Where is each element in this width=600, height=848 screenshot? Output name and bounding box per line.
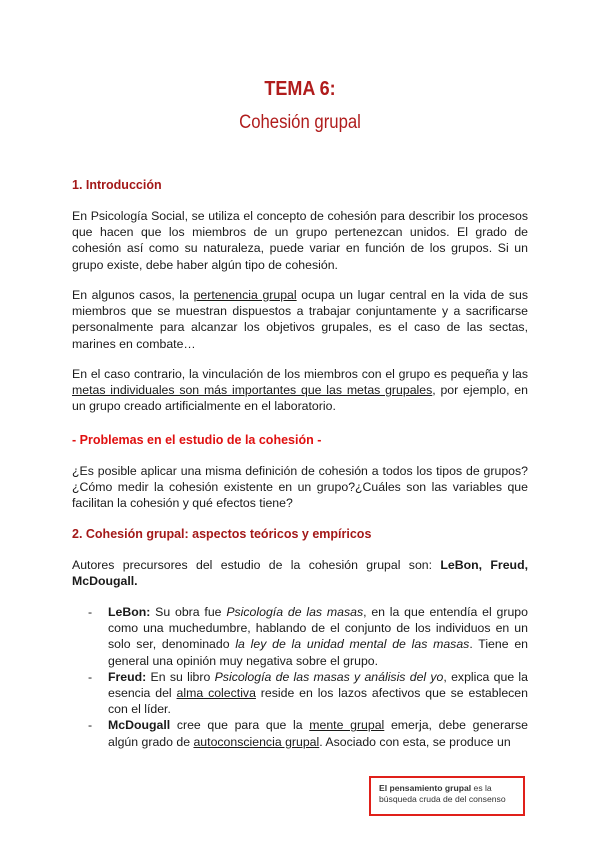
- list-item: - Freud: En su libro Psicología de las masas y análisis del yo, explica que la esencia del alma colectiva reside en los lazos afectivos que se establecen con el líder.: [88, 669, 528, 717]
- section-2-intro: Autores precursores del estudio de la cohesión grupal son: LeBon, Freud, McDougall.: [72, 558, 528, 589]
- problems-paragraph: ¿Es posible aplicar una misma definición de cohesión a todos los tipos de grupos?¿Cómo medir la cohesión existente en un grupo?¿Cuáles son las variables que facilitan la cohesión y qué efectos tiene?: [72, 464, 528, 511]
- summary-callout-box: El pensamiento grupal es la búsqueda cruda de del consenso: [369, 776, 525, 816]
- intro-paragraph-1: En Psicología Social, se utiliza el concepto de cohesión para describir los procesos que hacen que los miembros de un grupo pertenezcan unidos. El grado de cohesión así como su naturaleza, puede variar en función de los grupos. Si un grupo existe, debe haber algún tipo de cohesión.: [72, 209, 528, 272]
- list-item: - LeBon: Su obra fue Psicología de las masas, en la que entendía el grupo como una muchedumbre, hablando de el conjunto de los individuos en un solo ser, denominado la ley de la unidad mental de las masas. Tiene en general una opinión muy negativa sobre el grupo.: [88, 605, 529, 668]
- list-item: - McDougall cree que para que la mente grupal emerja, debe generarse algún grado de autoconsciencia grupal. Asociado con esta, se produce un: [88, 718, 529, 749]
- intro-paragraph-2: En algunos casos, la pertenencia grupal ocupa un lugar central en la vida de sus miembros que se muestran dispuestos a trabajar conjuntamente y a sacrificarse personalmente para alcanzar los objetivos grupales, es el caso de las sectas, marines en combate…: [72, 288, 528, 351]
- underlined-term: metas individuales son más importantes que las metas grupales: [72, 383, 433, 398]
- page-title: TEMA 6:: [264, 78, 336, 100]
- authors-list: LeBon, Freud, McDougall.: [72, 558, 528, 589]
- section-2-heading: 2. Cohesión grupal: aspectos teóricos y empíricos: [72, 527, 372, 541]
- intro-paragraph-3: En el caso contrario, la vinculación de los miembros con el grupo es pequeña y las metas individuales son más importantes que las metas grupales, por ejemplo, en un grupo creado artificialmente en el laboratorio.: [72, 367, 528, 414]
- underlined-term: pertenencia grupal: [193, 288, 297, 302]
- page-subtitle: Cohesión grupal: [239, 112, 361, 133]
- problems-heading: - Problemas en el estudio de la cohesión -: [72, 433, 322, 447]
- authors-bullet-list: [88, 604, 528, 750]
- section-1-heading: 1. Introducción: [72, 178, 162, 192]
